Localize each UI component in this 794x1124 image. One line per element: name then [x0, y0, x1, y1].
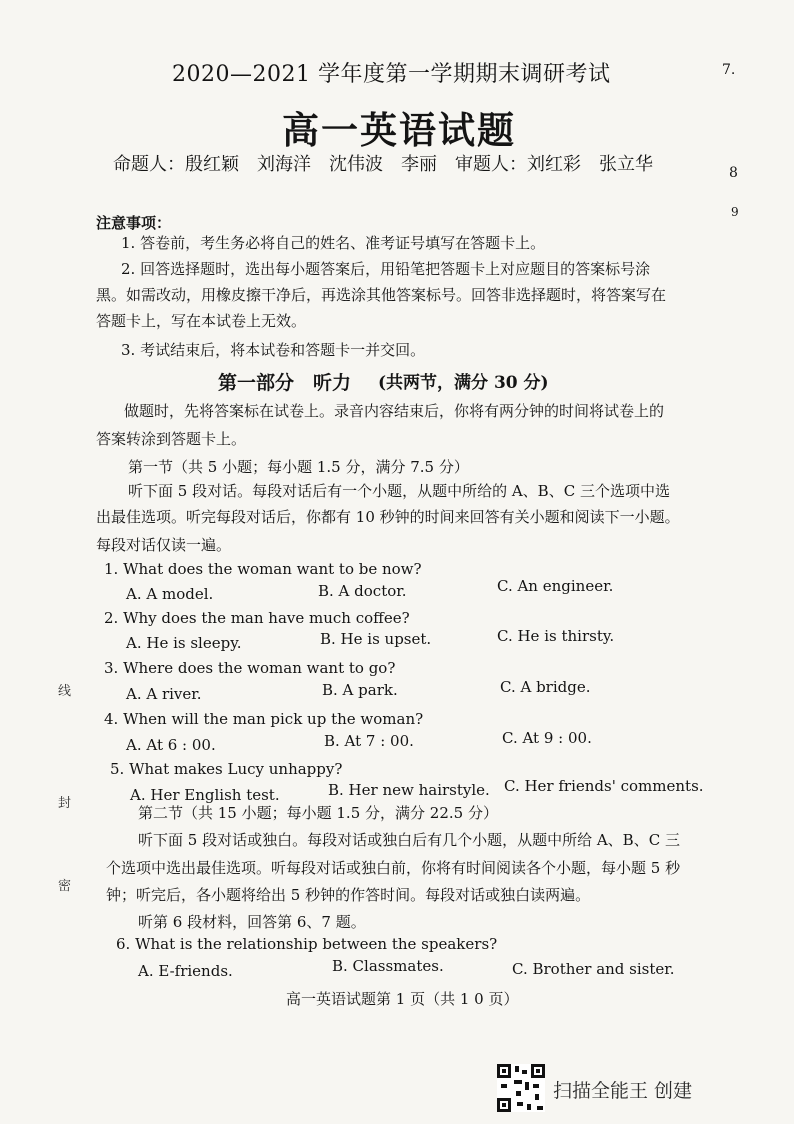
question-option: C. Brother and sister. — [512, 960, 675, 978]
section1-instruction: 听下面 5 段对话。每段对话后有一个小题，从题中所给的 A、B、C 三个选项中选 — [128, 482, 670, 500]
question-option: C. A bridge. — [500, 678, 591, 696]
notes-heading: 注意事项： — [96, 214, 172, 232]
question-option: A. A river. — [126, 685, 202, 703]
part1-intro: 答案转涂到答题卡上。 — [96, 430, 247, 448]
scanner-watermark-label: 扫描全能王 创建 — [553, 1080, 693, 1102]
question-option: B. At 7 : 00. — [324, 732, 414, 750]
part1-intro: 做题时，先将答案标在试卷上。录音内容结束后，你将有两分钟的时间将试卷上的 — [124, 402, 665, 420]
notes-item: 黑。如需改动，用橡皮擦干净后，再选涂其他答案标号。回答非选择题时，将答案写在 — [96, 286, 667, 304]
notes-item: 1. 答卷前，考生务必将自己的姓名、准考证号填写在答题卡上。 — [121, 234, 546, 252]
question-option: C. At 9 : 00. — [502, 729, 592, 747]
part1-title: 第一部分 听力 — [218, 372, 352, 394]
notes-item: 答题卡上，写在本试卷上无效。 — [96, 312, 307, 330]
question-option: B. A park. — [322, 681, 398, 699]
question-option: B. He is upset. — [320, 630, 432, 648]
binding-mark-line: 线 — [58, 684, 72, 699]
question-stem: 4. When will the man pick up the woman? — [104, 710, 424, 728]
section2-instruction: 个选项中选出最佳选项。听每段对话或独白前，你将有时间阅读各个小题，每小题 5 秒 — [106, 859, 681, 877]
setters-line: 命题人：殷红颖 刘海洋 沈伟波 李丽 审题人：刘红彩 张立华 — [113, 154, 653, 175]
question-option: A. A model. — [126, 585, 214, 603]
question-option: C. An engineer. — [497, 577, 614, 595]
part1-title-note: (共两节，满分 30 分) — [378, 373, 549, 393]
notes-item: 2. 回答选择题时，选出每小题答案后，用铅笔把答题卡上对应题目的答案标号涂 — [121, 260, 651, 278]
binding-mark-secret: 密 — [58, 879, 72, 894]
notes-item: 3. 考试结束后，将本试卷和答题卡一并交回。 — [121, 341, 426, 359]
margin-mark-right: 8 — [729, 165, 738, 181]
qr-code-icon — [497, 1064, 545, 1112]
question-stem: 1. What does the woman want to be now? — [104, 560, 422, 578]
question-stem: 2. Why does the man have much coffee? — [104, 609, 410, 627]
section2-instruction: 钟；听完后，各小题将给出 5 秒钟的作答时间。每段对话或独白读两遍。 — [106, 886, 591, 904]
question-option: A. At 6 : 00. — [126, 736, 216, 754]
question-stem: 6. What is the relationship between the speakers? — [116, 935, 498, 953]
page-number-label: 高一英语试题第 1 页（共 1 0 页） — [286, 990, 519, 1008]
exam-title: 2020—2021 学年度第一学期期末调研考试 — [172, 62, 611, 87]
section1-heading: 第一节（共 5 小题；每小题 1.5 分，满分 7.5 分） — [128, 458, 469, 476]
question-option: C. Her friends' comments. — [504, 777, 704, 795]
question-option: A. Her English test. — [130, 786, 280, 804]
question-option: A. E-friends. — [138, 962, 233, 980]
section1-instruction: 每段对话仅读一遍。 — [96, 536, 232, 554]
binding-mark-seal: 封 — [58, 796, 72, 811]
question-option: A. He is sleepy. — [126, 634, 242, 652]
section2-material: 听第 6 段材料，回答第 6、7 题。 — [138, 913, 366, 931]
section2-heading: 第二节（共 15 小题；每小题 1.5 分，满分 22.5 分） — [138, 804, 498, 822]
question-option: B. A doctor. — [318, 582, 407, 600]
question-stem: 3. Where does the woman want to go? — [104, 659, 396, 677]
question-option: B. Classmates. — [332, 957, 444, 975]
question-option: C. He is thirsty. — [497, 627, 615, 645]
section1-instruction: 出最佳选项。听完每段对话后，你都有 10 秒钟的时间来回答有关小题和阅读下一小题。 — [96, 508, 680, 526]
question-stem: 5. What makes Lucy unhappy? — [110, 760, 343, 778]
subject-title: 高一英语试题 — [282, 108, 516, 152]
section2-instruction: 听下面 5 段对话或独白。每段对话或独白后有几个小题，从题中所给 A、B、C 三 — [138, 831, 680, 849]
margin-mark-right: 7. — [722, 62, 736, 78]
margin-mark-right: 9 — [731, 205, 739, 219]
question-option: B. Her new hairstyle. — [328, 781, 490, 799]
